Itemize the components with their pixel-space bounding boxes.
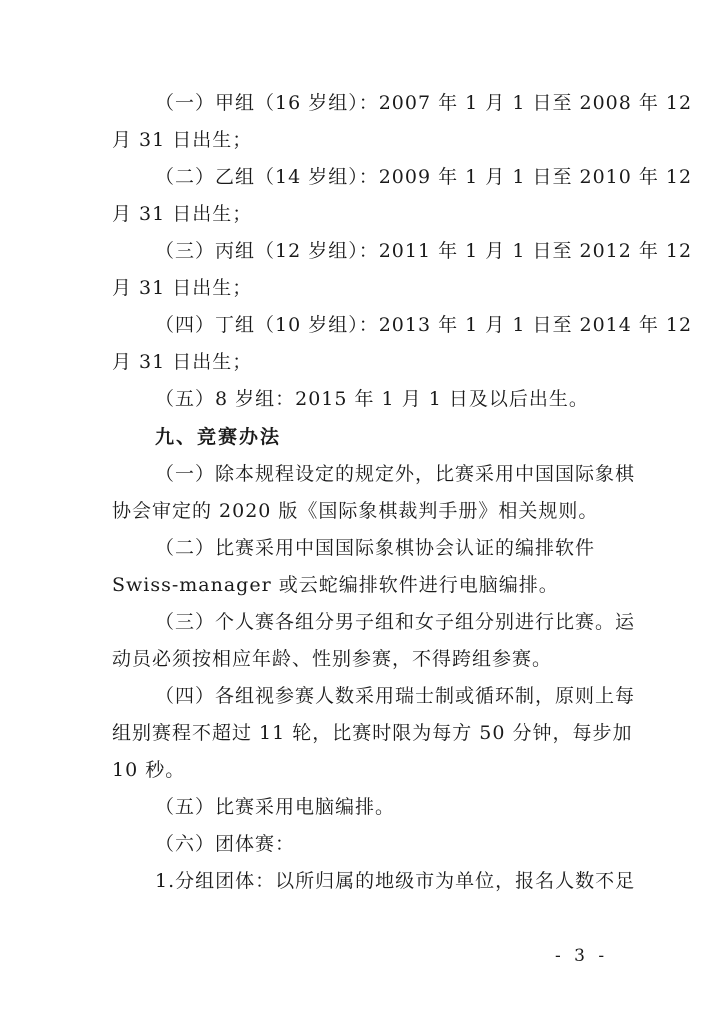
age-group-c-line-1: （三）丙组（12 岁组）：2011 年 1 月 1 日至 2012 年 12 [155, 240, 693, 262]
age-group-b-line-1: （二）乙组（14 岁组）：2009 年 1 月 1 日至 2010 年 12 [155, 166, 693, 188]
rule-3-line-1: （三）个人赛各组分男子组和女子组分别进行比赛。运 [155, 611, 636, 633]
rule-4-line-2: 组别赛程不超过 11 轮，比赛时限为每方 50 分钟，每步加 [112, 722, 633, 744]
rule-5-line: （五）比赛采用电脑编排。 [155, 796, 396, 818]
rule-3-line-2: 动员必须按相应年龄、性别参赛，不得跨组参赛。 [112, 648, 553, 670]
age-group-a-line-1: （一）甲组（16 岁组）：2007 年 1 月 1 日至 2008 年 12 [155, 92, 693, 114]
rule-6-line: （六）团体赛： [155, 833, 296, 855]
age-group-b-line-2: 月 31 日出生； [112, 203, 253, 225]
team-group-line: 1.分组团体：以所归属的地级市为单位，报名人数不足 [155, 870, 636, 892]
rule-2-line-2: Swiss-manager 或云蛇编排软件进行电脑编排。 [112, 574, 559, 596]
rule-2-line-1: （二）比赛采用中国国际象棋协会认证的编排软件 [155, 537, 596, 559]
age-group-a-line-2: 月 31 日出生； [112, 129, 253, 151]
age-group-e-line: （五）8 岁组：2015 年 1 月 1 日及以后出生。 [155, 388, 589, 410]
age-group-c-line-2: 月 31 日出生； [112, 277, 253, 299]
section-heading: 九、竞赛办法 [155, 426, 282, 448]
rule-4-line-1: （四）各组视参赛人数采用瑞士制或循环制，原则上每 [155, 685, 636, 707]
rule-1-line-1: （一）除本规程设定的规定外，比赛采用中国国际象棋 [155, 463, 636, 485]
age-group-d-line-1: （四）丁组（10 岁组）：2013 年 1 月 1 日至 2014 年 12 [155, 314, 693, 336]
page-number: - 3 - [555, 946, 609, 966]
age-group-d-line-2: 月 31 日出生； [112, 351, 253, 373]
rule-1-line-2: 协会审定的 2020 版《国际象棋裁判手册》相关规则。 [112, 500, 599, 522]
rule-4-line-3: 10 秒。 [112, 759, 186, 781]
